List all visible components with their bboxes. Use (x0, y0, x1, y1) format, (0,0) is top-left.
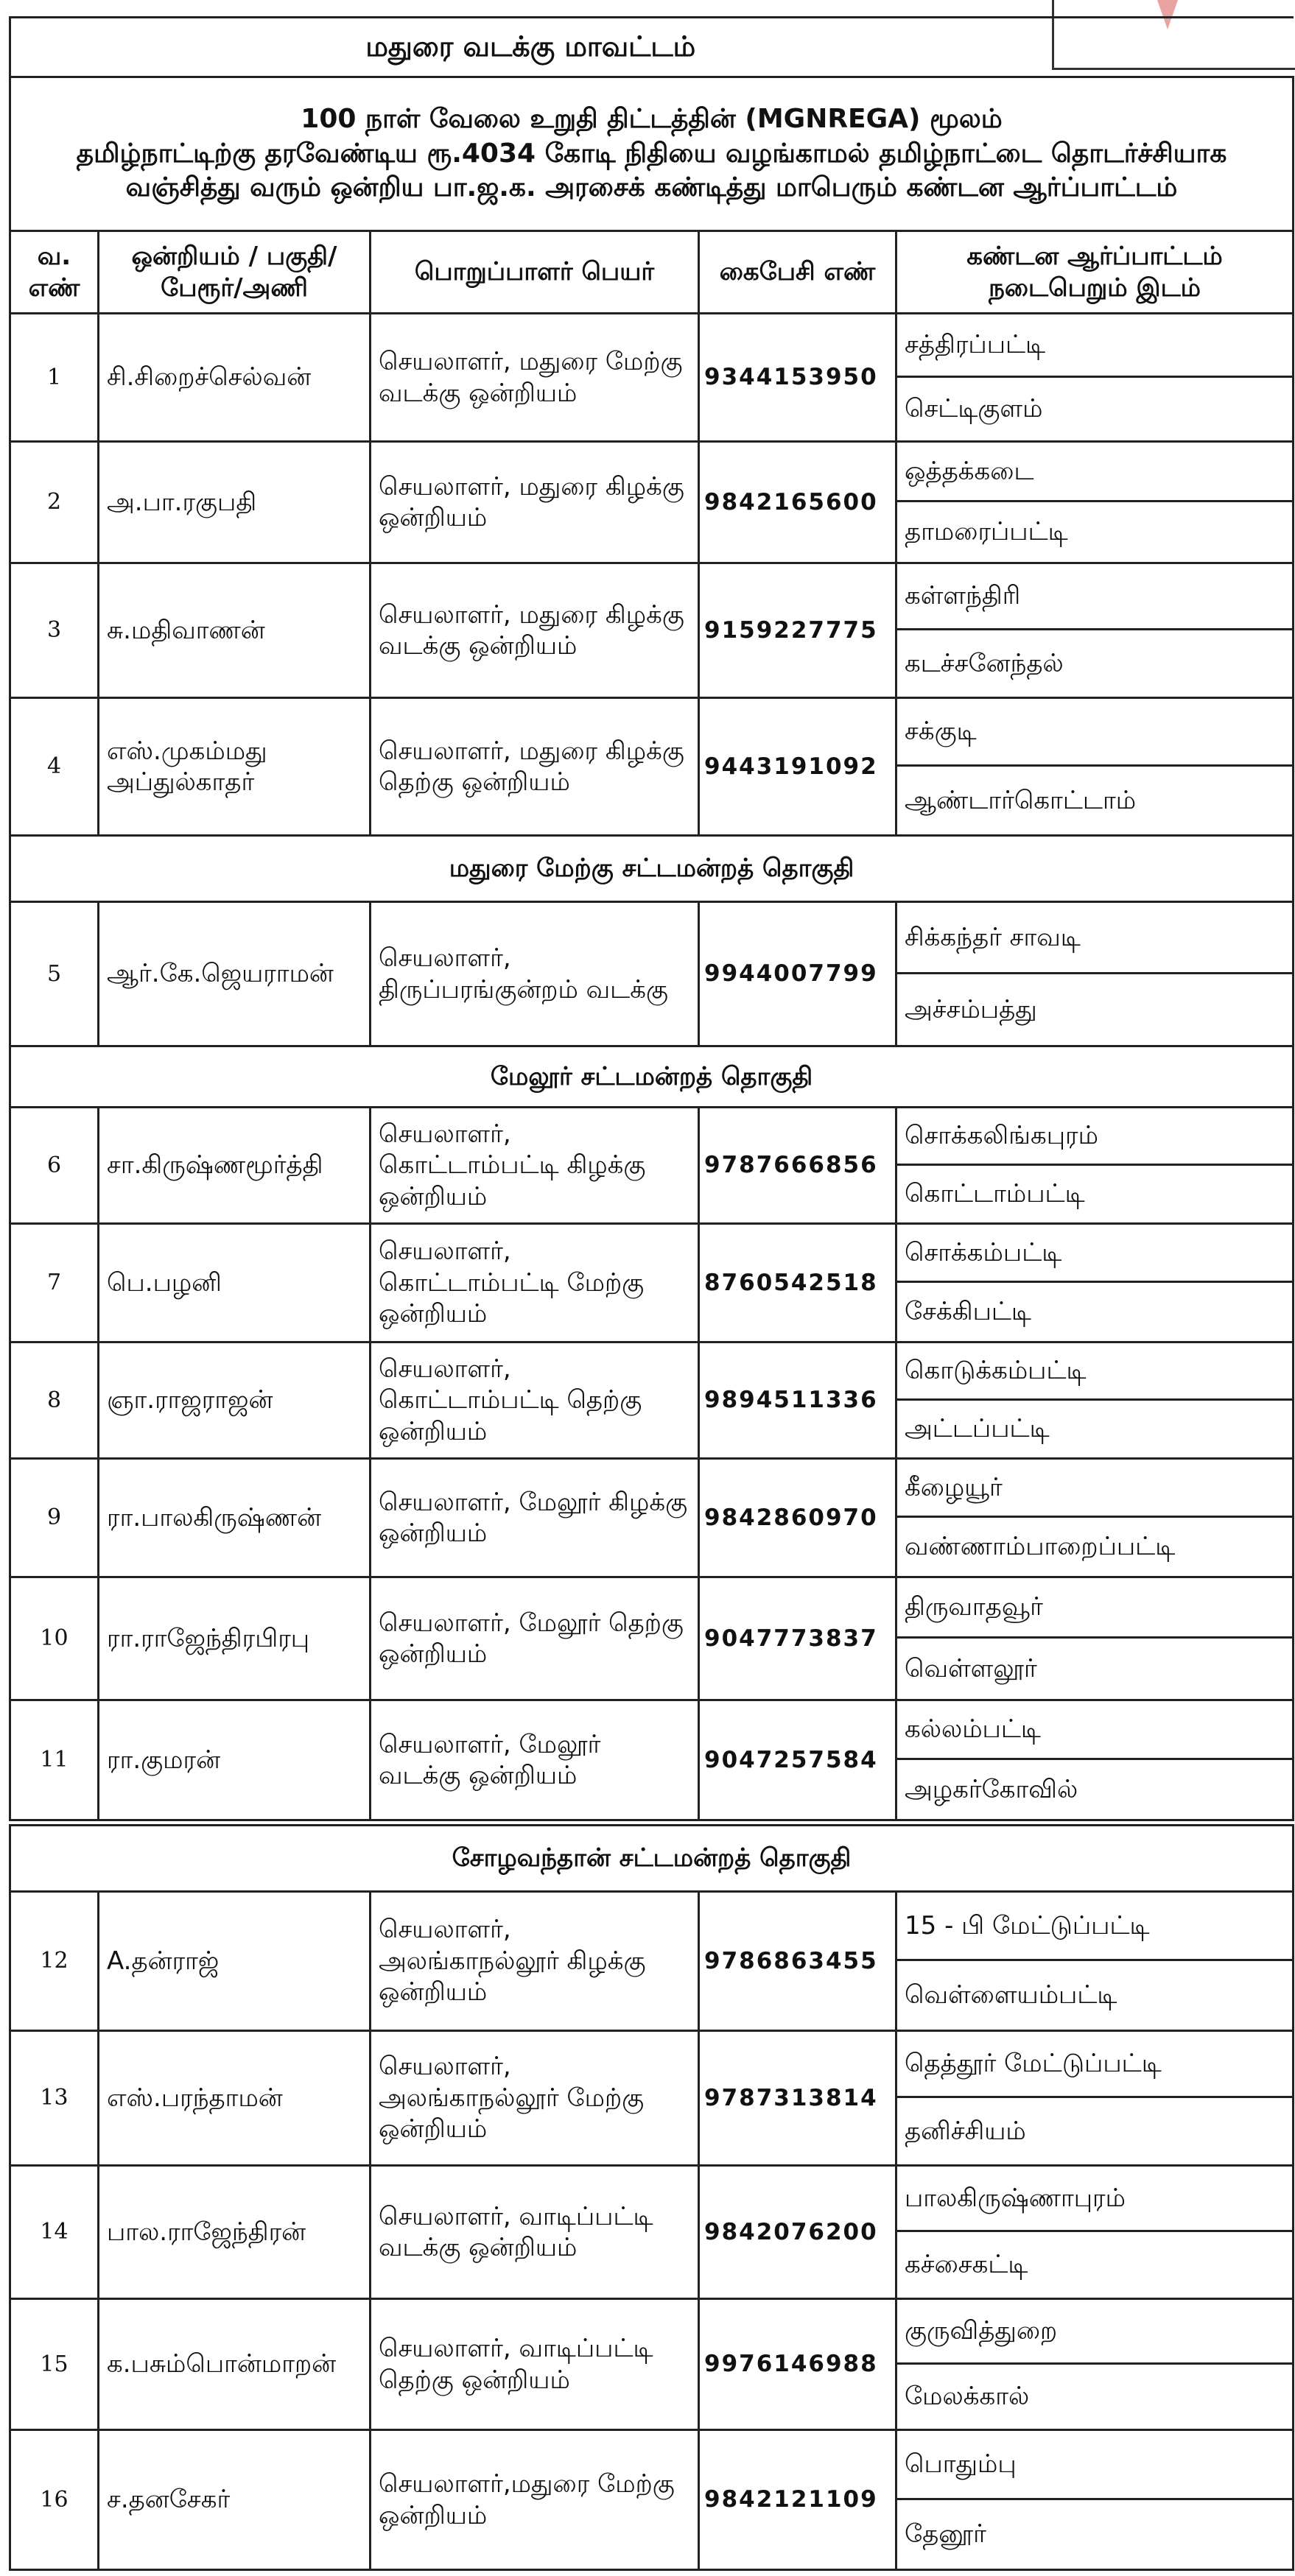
incharge-role: செயலாளர், மதுரை கிழக்கு தெற்கு ஒன்றியம் (371, 698, 699, 836)
phone-number: 9787666856 (699, 1108, 896, 1224)
venue-cell (896, 2166, 1294, 2299)
incharge-role: செயலாளர், மதுரை மேற்கு வடக்கு ஒன்றியம் (371, 314, 699, 442)
phone-number: 9443191092 (699, 698, 896, 836)
table-row (10, 1892, 1294, 2031)
venue-place: அச்சம்பத்து (905, 994, 1037, 1024)
venue-cell (896, 1224, 1294, 1342)
incharge-name: சா.கிருஷ்ணமூர்த்தி (99, 1108, 371, 1224)
incharge-name: ரா.குமரன் (99, 1700, 371, 1820)
incharge-name: ச.தனசேகர் (99, 2430, 371, 2570)
venue-cell (896, 2031, 1294, 2166)
venue-place: கீழையூர் (897, 1460, 1292, 1518)
serial-number: 11 (10, 1700, 99, 1820)
venue-cell (896, 1700, 1294, 1820)
incharge-name: ஞா.ராஜராஜன் (99, 1342, 371, 1459)
serial-number: 10 (10, 1577, 99, 1700)
venue-place: சக்குடி (897, 699, 1292, 767)
venue-place: தாமரைப்பட்டி (905, 517, 1068, 547)
incharge-role: செயலாளர், மேலூர் கிழக்கு ஒன்றியம் (371, 1459, 699, 1577)
header-incharge: பொறுப்பாளர் பெயர் (371, 231, 699, 314)
venue-cell (896, 2299, 1294, 2430)
header-phone: கைபேசி எண் (699, 231, 896, 314)
table-row (10, 1700, 1294, 1820)
venue-cell (896, 1892, 1294, 2031)
table-row (10, 2166, 1294, 2299)
venue-place: கச்சைகட்டி (905, 2250, 1028, 2280)
constituency-heading: மதுரை மேற்கு சட்டமன்றத் தொகுதி (10, 836, 1294, 902)
table-row (10, 1224, 1294, 1342)
venue-cell (896, 314, 1294, 442)
incharge-name: சி.சிறைச்செல்வன் (99, 314, 371, 442)
phone-number: 9842076200 (699, 2166, 896, 2299)
venue-cell (896, 1108, 1294, 1224)
incharge-role: செயலாளர், வாடிப்பட்டி வடக்கு ஒன்றியம் (371, 2166, 699, 2299)
venue-place: திருவாதவூர் (897, 1578, 1292, 1639)
venue-place: செட்டிகுளம் (905, 394, 1043, 423)
venue-place: வெள்ளையம்பட்டி (905, 1980, 1117, 2010)
serial-number: 8 (10, 1342, 99, 1459)
serial-number: 12 (10, 1892, 99, 2031)
phone-number: 9344153950 (699, 314, 896, 442)
venue-place: பொதும்பு (897, 2431, 1292, 2500)
section-row (10, 1826, 1294, 1892)
table-row (10, 314, 1294, 442)
incharge-name: க.பசும்பொன்மாறன் (99, 2299, 371, 2430)
incharge-role: செயலாளர், அலங்காநல்லூர் கிழக்கு ஒன்றியம் (371, 1892, 699, 2031)
constituency-heading: மேலூர் சட்டமன்றத் தொகுதி (10, 1046, 1294, 1108)
incharge-role: செயலாளர், மேலூர் தெற்கு ஒன்றியம் (371, 1577, 699, 1700)
venue-place: அழகர்கோவில் (905, 1774, 1078, 1804)
phone-number: 8760542518 (699, 1224, 896, 1342)
serial-number: 6 (10, 1108, 99, 1224)
table-row (10, 1342, 1294, 1459)
venue-place: கொட்டாம்பட்டி (905, 1179, 1085, 1208)
district-title: மதுரை வடக்கு மாவட்டம் (10, 18, 1294, 77)
table-row (10, 563, 1294, 698)
venue-place: சொக்கம்பட்டி (897, 1225, 1292, 1283)
venue-place: வண்ணாம்பாறைப்பட்டி (905, 1532, 1176, 1562)
gap-cell (10, 1820, 1294, 1826)
phone-number: 9786863455 (699, 1892, 896, 2031)
table-row (10, 442, 1294, 563)
venue-place: ஆண்டார்கொட்டாம் (905, 785, 1137, 815)
venue-cell (896, 1342, 1294, 1459)
venue-cell (896, 902, 1294, 1046)
table-row (10, 1459, 1294, 1577)
venue-place: கள்ளந்திரி (897, 564, 1292, 630)
table-row (10, 1108, 1294, 1224)
serial-number: 9 (10, 1459, 99, 1577)
table-row (10, 902, 1294, 1046)
incharge-role: செயலாளர்,மதுரை மேற்கு ஒன்றியம் (371, 2430, 699, 2570)
table-row (10, 1577, 1294, 1700)
header-venue: கண்டன ஆர்ப்பாட்டம் நடைபெறும் இடம் (896, 231, 1294, 314)
subtitle-line: தமிழ்நாட்டிற்கு தரவேண்டிய ரூ.4034 கோடி நிதியை வழங்காமல் தமிழ்நாட்டை தொடர்ச்சியாக (76, 138, 1227, 169)
venue-place: கொடுக்கம்பட்டி (897, 1343, 1292, 1401)
venue-place: சொக்கலிங்கபுரம் (897, 1108, 1292, 1166)
table-row (10, 698, 1294, 836)
header-sno: வ. எண் (10, 231, 99, 314)
incharge-name: பெ.பழனி (99, 1224, 371, 1342)
incharge-role: செயலாளர், திருப்பரங்குன்றம் வடக்கு (371, 902, 699, 1046)
venue-place: தேனூர் (905, 2519, 986, 2549)
incharge-role: செயலாளர், கொட்டாம்பட்டி தெற்கு ஒன்றியம் (371, 1342, 699, 1459)
venue-cell (896, 698, 1294, 836)
venue-place: குருவித்துறை (897, 2300, 1292, 2365)
venue-place: அட்டப்பட்டி (905, 1414, 1050, 1443)
venue-cell (896, 563, 1294, 698)
venue-cell (896, 1459, 1294, 1577)
serial-number: 15 (10, 2299, 99, 2430)
venue-place: கல்லம்பட்டி (897, 1701, 1292, 1760)
incharge-name: ரா.பாலகிருஷ்ணன் (99, 1459, 371, 1577)
incharge-role: செயலாளர், மேலூர் வடக்கு ஒன்றியம் (371, 1700, 699, 1820)
incharge-name: ரா.ராஜேந்திரபிரபு (99, 1577, 371, 1700)
venue-place: தனிச்சியம் (905, 2116, 1026, 2146)
phone-number: 9047257584 (699, 1700, 896, 1820)
incharge-name: எஸ்.முகம்மது அப்துல்காதர் (99, 698, 371, 836)
serial-number: 7 (10, 1224, 99, 1342)
incharge-name: அ.பா.ரகுபதி (99, 442, 371, 563)
venue-place: சேக்கிபட்டி (905, 1297, 1031, 1327)
venue-place: மேலக்கால் (905, 2382, 1030, 2411)
phone-number: 9159227775 (699, 563, 896, 698)
protest-locations-table (9, 16, 1294, 2571)
incharge-name: ஆர்.கே.ஜெயராமன் (99, 902, 371, 1046)
protest-subtitle (10, 77, 1294, 231)
constituency-heading: சோழவந்தான் சட்டமன்றத் தொகுதி (10, 1826, 1294, 1892)
phone-number: 9842165600 (699, 442, 896, 563)
serial-number: 16 (10, 2430, 99, 2570)
header-union: ஒன்றியம் / பகுதி/ பேரூர்/அணி (99, 231, 371, 314)
venue-cell (896, 442, 1294, 563)
incharge-name: பால.ராஜேந்திரன் (99, 2166, 371, 2299)
venue-cell (896, 2430, 1294, 2570)
incharge-role: செயலாளர், மதுரை கிழக்கு வடக்கு ஒன்றியம் (371, 563, 699, 698)
incharge-role: செயலாளர், கொட்டாம்பட்டி மேற்கு ஒன்றியம் (371, 1224, 699, 1342)
venue-place: வெள்ளலூர் (905, 1653, 1037, 1683)
venue-place: கடச்சனேந்தல் (905, 648, 1064, 678)
serial-number: 5 (10, 902, 99, 1046)
incharge-name: எஸ்.பரந்தாமன் (99, 2031, 371, 2166)
incharge-role: செயலாளர், மதுரை கிழக்கு ஒன்றியம் (371, 442, 699, 563)
phone-number: 9787313814 (699, 2031, 896, 2166)
table-row (10, 2299, 1294, 2430)
incharge-name: சு.மதிவாணன் (99, 563, 371, 698)
venue-place: பாலகிருஷ்ணாபுரம் (897, 2167, 1292, 2232)
table-gap (10, 1820, 1294, 1826)
serial-number: 4 (10, 698, 99, 836)
header-row (10, 231, 1294, 314)
serial-number: 1 (10, 314, 99, 442)
incharge-name: A.தன்ராஜ் (99, 1892, 371, 2031)
table-row (10, 2430, 1294, 2570)
phone-number: 9944007799 (699, 902, 896, 1046)
venue-place: சிக்கந்தர் சாவடி (897, 903, 1292, 974)
venue-place: தெத்தூர் மேட்டுப்பட்டி (897, 2032, 1292, 2098)
subtitle-line: 100 நாள் வேலை உறுதி திட்டத்தின் (MGNREGA) மூலம் (301, 103, 1003, 134)
venue-place: ஒத்தக்கடை (897, 443, 1292, 502)
serial-number: 13 (10, 2031, 99, 2166)
incharge-role: செயலாளர், அலங்காநல்லூர் மேற்கு ஒன்றியம் (371, 2031, 699, 2166)
incharge-role: செயலாளர், கொட்டாம்பட்டி கிழக்கு ஒன்றியம் (371, 1108, 699, 1224)
section-row (10, 1046, 1294, 1108)
phone-number: 9976146988 (699, 2299, 896, 2430)
phone-number: 9842121109 (699, 2430, 896, 2570)
section-row (10, 836, 1294, 902)
venue-place: சத்திரப்பட்டி (897, 314, 1292, 378)
phone-number: 9842860970 (699, 1459, 896, 1577)
serial-number: 14 (10, 2166, 99, 2299)
venue-place: 15 - பி மேட்டுப்பட்டி (897, 1893, 1292, 1961)
subtitle-line: வஞ்சித்து வரும் ஒன்றிய பா.ஜ.க. அரசைக் கண்டித்து மாபெரும் கண்டன ஆர்ப்பாட்டம் (125, 172, 1178, 203)
serial-number: 3 (10, 563, 99, 698)
table-row (10, 2031, 1294, 2166)
venue-cell (896, 1577, 1294, 1700)
serial-number: 2 (10, 442, 99, 563)
incharge-role: செயலாளர், வாடிப்பட்டி தெற்கு ஒன்றியம் (371, 2299, 699, 2430)
phone-number: 9047773837 (699, 1577, 896, 1700)
phone-number: 9894511336 (699, 1342, 896, 1459)
